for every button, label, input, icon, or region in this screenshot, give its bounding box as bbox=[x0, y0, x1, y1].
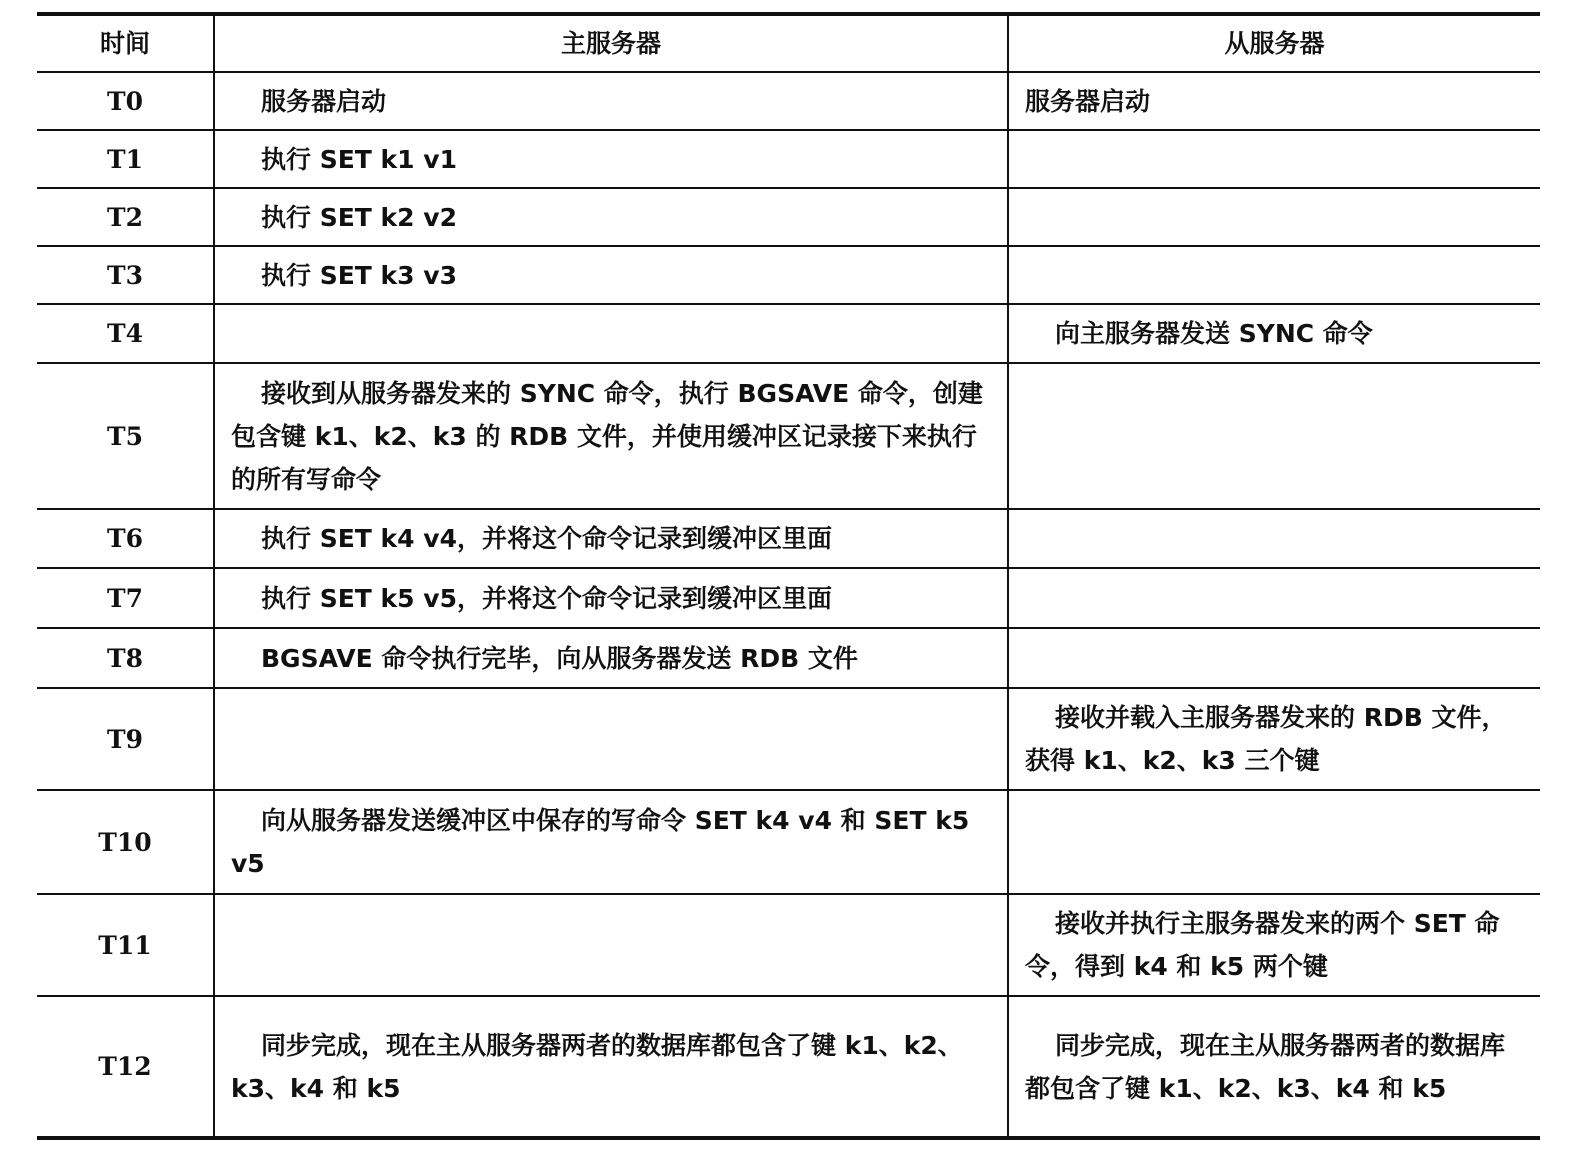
time-cell: T0 bbox=[37, 72, 214, 130]
time-cell: T3 bbox=[37, 246, 214, 304]
time-cell: T2 bbox=[37, 188, 214, 246]
master-text: 服务器启动 bbox=[261, 86, 387, 116]
slave-text: 接收并执行主服务器发来的两个 SET 命令，得到 k4 和 k5 两个键 bbox=[1025, 909, 1500, 981]
time-cell: T5 bbox=[37, 363, 214, 509]
master-cell bbox=[214, 996, 1008, 1138]
master-cell bbox=[214, 628, 1008, 688]
table-row bbox=[37, 246, 1540, 304]
slave-cell bbox=[1008, 130, 1540, 188]
time-cell: T7 bbox=[37, 568, 214, 628]
slave-cell bbox=[1008, 363, 1540, 509]
table-row bbox=[37, 72, 1540, 130]
slave-cell bbox=[1008, 72, 1540, 130]
slave-cell bbox=[1008, 996, 1540, 1138]
slave-text: 服务器启动 bbox=[1025, 86, 1151, 116]
table-row bbox=[37, 363, 1540, 509]
table-row bbox=[37, 188, 1540, 246]
time-cell: T4 bbox=[37, 304, 214, 363]
time-cell: T11 bbox=[37, 894, 214, 996]
master-text: BGSAVE 命令执行完毕，向从服务器发送 RDB 文件 bbox=[261, 643, 858, 673]
slave-cell bbox=[1008, 304, 1540, 363]
master-cell bbox=[214, 894, 1008, 996]
master-text: 执行 SET k4 v4，并将这个命令记录到缓冲区里面 bbox=[261, 524, 832, 553]
table-row bbox=[37, 790, 1540, 894]
master-cell bbox=[214, 363, 1008, 509]
master-cell bbox=[214, 568, 1008, 628]
master-cell bbox=[214, 72, 1008, 130]
slave-cell bbox=[1008, 628, 1540, 688]
table-row bbox=[37, 688, 1540, 790]
master-text: 执行 SET k5 v5，并将这个命令记录到缓冲区里面 bbox=[261, 583, 832, 613]
master-text: 执行 SET k2 v2 bbox=[261, 202, 457, 232]
slave-text: 同步完成，现在主从服务器两者的数据库都包含了键 k1、k2、k3、k4 和 k5 bbox=[1025, 1030, 1506, 1103]
slave-cell bbox=[1008, 790, 1540, 894]
table-row bbox=[37, 568, 1540, 628]
sync-timeline-table bbox=[37, 12, 1540, 1140]
table-row bbox=[37, 894, 1540, 996]
master-text: 执行 SET k1 v1 bbox=[261, 144, 457, 174]
time-cell: T1 bbox=[37, 130, 214, 188]
master-text: 接收到从服务器发来的 SYNC 命令，执行 BGSAVE 命令，创建包含键 k1、k2、k3 的 RDB 文件，并使用缓冲区记录接下来执行的所有写命令 bbox=[231, 378, 983, 494]
table-row bbox=[37, 996, 1540, 1138]
header-master: 主服务器 bbox=[214, 14, 1008, 72]
slave-cell bbox=[1008, 688, 1540, 790]
slave-cell bbox=[1008, 246, 1540, 304]
time-cell: T9 bbox=[37, 688, 214, 790]
time-cell: T12 bbox=[37, 996, 214, 1138]
master-text: 向从服务器发送缓冲区中保存的写命令 SET k4 v4 和 SET k5 v5 bbox=[231, 806, 970, 878]
master-cell bbox=[214, 509, 1008, 568]
table-header-row bbox=[37, 14, 1540, 72]
master-cell bbox=[214, 688, 1008, 790]
time-cell: T6 bbox=[37, 509, 214, 568]
header-time: 时间 bbox=[99, 29, 150, 58]
master-text: 执行 SET k3 v3 bbox=[261, 260, 457, 290]
master-cell bbox=[214, 130, 1008, 188]
slave-text: 向主服务器发送 SYNC 命令 bbox=[1055, 319, 1373, 348]
slave-cell bbox=[1008, 568, 1540, 628]
table-row bbox=[37, 130, 1540, 188]
master-cell bbox=[214, 246, 1008, 304]
slave-cell bbox=[1008, 894, 1540, 996]
master-cell bbox=[214, 790, 1008, 894]
slave-cell bbox=[1008, 188, 1540, 246]
table-row bbox=[37, 628, 1540, 688]
table-row bbox=[37, 509, 1540, 568]
slave-cell bbox=[1008, 509, 1540, 568]
header-slave: 从服务器 bbox=[1008, 14, 1540, 72]
master-cell bbox=[214, 304, 1008, 363]
master-text: 同步完成，现在主从服务器两者的数据库都包含了键 k1、k2、k3、k4 和 k5 bbox=[231, 1030, 963, 1103]
time-cell: T8 bbox=[37, 628, 214, 688]
master-cell bbox=[214, 188, 1008, 246]
slave-text: 接收并载入主服务器发来的 RDB 文件，获得 k1、k2、k3 三个键 bbox=[1025, 703, 1507, 775]
table-row bbox=[37, 304, 1540, 363]
time-cell: T10 bbox=[37, 790, 214, 894]
